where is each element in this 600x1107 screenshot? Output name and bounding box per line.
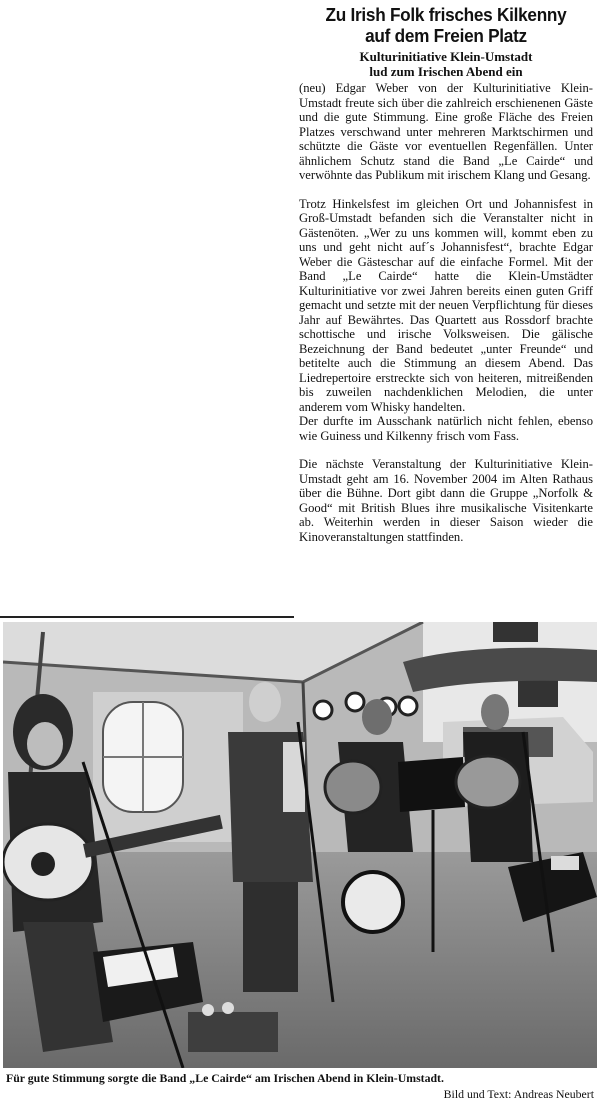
separator-line bbox=[0, 616, 294, 618]
headline-line-1: Zu Irish Folk frisches Kilkenny bbox=[325, 4, 567, 25]
article-column bbox=[299, 4, 593, 544]
paragraph-1: (neu) Edgar Weber von der Kulturinitiative Klein-Umstadt freute sich über die zahlreich erschienenen Gäste und die gute Stimmung. Eine große Fläche des Freien Platzes verschwand unter mehreren Marktschirmen und schützte die Gäste vor eventuellen Regenfällen. Unter ähnlichem Schutz stand die Band „Le Cairde“ und verwöhnte das Publikum mit irischem Klang und Gesang. bbox=[299, 81, 593, 182]
paragraph-2: Trotz Hinkelsfest im gleichen Ort und Johannisfest in Groß-Umstadt befanden sich die Veranstalter nicht in Gästenöten. „Wer zu uns kommen will, kommt eben zu uns und geht nicht auf´s Johannisfest“, brachte Edgar Weber die Gästeschar auf die einfache Formel. Mit der Band „Le Cairde“ hatte die Klein-Umstädter Kulturinitiative vor zwei Jahren bereits einen guten Griff gemacht und setzte mit der neuen Verpflichtung für dieses Jahr auf Bewährtes. Das Quartett aus Rossdorf brachte schottische und irische Volksweisen. Die gälische Bezeichnung der Band bedeutet „unter Freunde“ und betitelte auch die Stimmung an diesem Abend. Das Liedrepertoire erstreckte sich von heiteren, mitreißenden bis zuweilen nachdenklichen Melodien, die unter anderem vom Whisky handelten. bbox=[299, 196, 593, 414]
article-subheadline bbox=[299, 49, 593, 79]
band-photo bbox=[3, 622, 597, 1068]
headline-line-2: auf dem Freien Platz bbox=[365, 25, 527, 46]
photo-caption: Für gute Stimmung sorgte die Band „Le Cairde“ am Irischen Abend in Klein-Umstadt. bbox=[6, 1071, 444, 1085]
subhead-line-2: lud zum Irischen Abend ein bbox=[369, 64, 523, 79]
photo-credit: Bild und Text: Andreas Neubert bbox=[443, 1087, 594, 1101]
subhead-line-1: Kulturinitiative Klein-Umstadt bbox=[359, 49, 533, 64]
article-headline bbox=[309, 4, 582, 46]
paragraph-4: Die nächste Veranstaltung der Kulturinitiative Klein-Umstadt geht am 16. November 2004 im Alten Rathaus über die Bühne. Dort gibt dann die Gruppe „Norfolk & Good“ mit British Blues ihre musikalische Visitenkarte ab. Weiterhin werden in dieser Saison wieder die Kinoveranstaltungen stattfinden. bbox=[299, 457, 593, 544]
paragraph-3: Der durfte im Ausschank natürlich nicht fehlen, ebenso wie Guiness und Kilkenny frisch vom Fass. bbox=[299, 414, 593, 443]
